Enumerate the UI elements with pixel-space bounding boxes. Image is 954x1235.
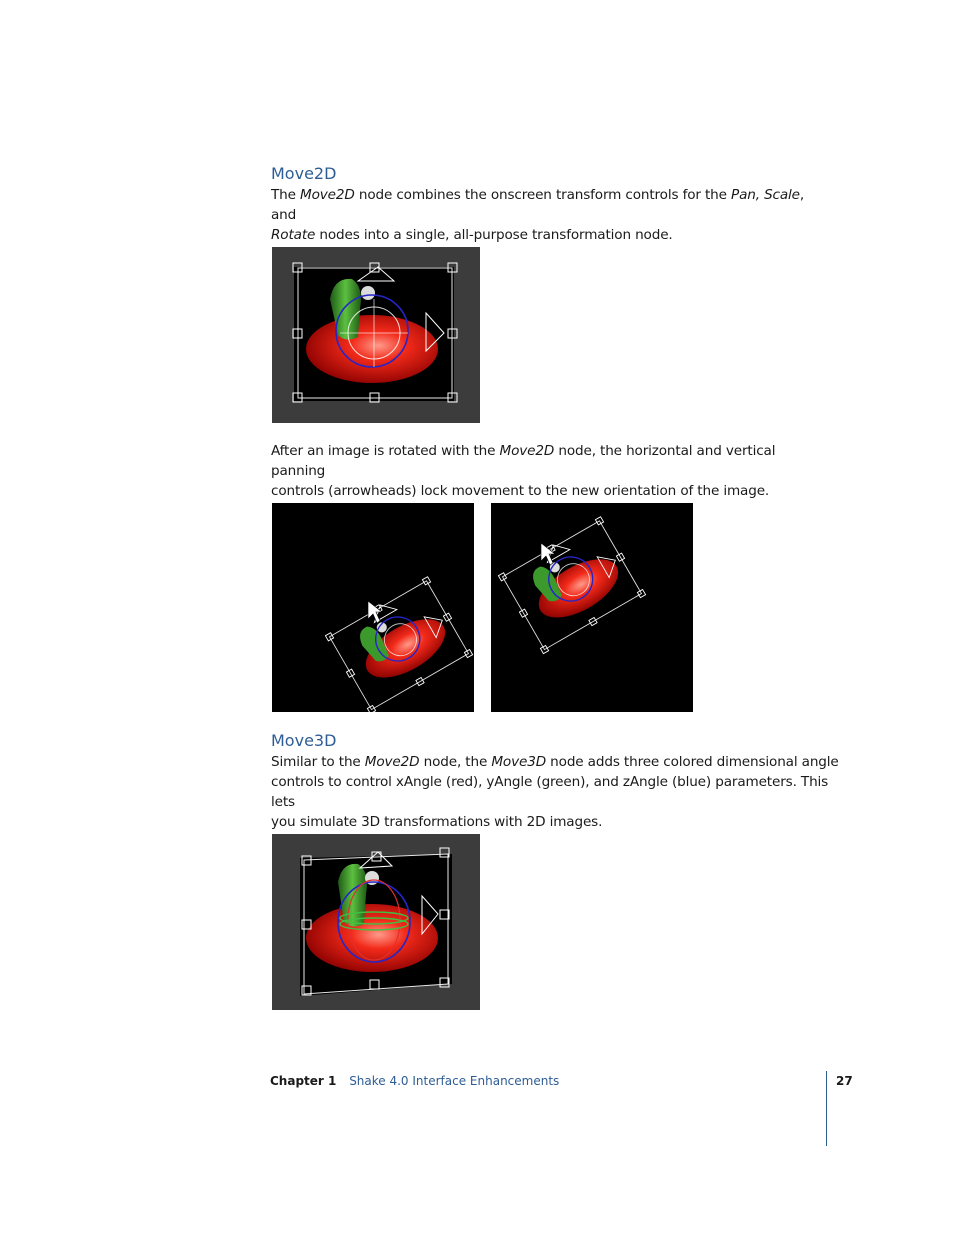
figure-move2d-controls [272,247,480,423]
move3d-paragraph-1: Similar to the Move2D node, the Move3D node adds three colored dimensional angle controls to control xAngle (red), yAngle (green), and zAngle (blue) parameters. This lets you simulate 3D transformations with 2D images. [271,754,839,830]
heading-move3d: Move3D [271,731,337,750]
figure-rotated-left [272,503,474,712]
chapter-label: Chapter 1 [270,1074,337,1088]
heading-move2d: Move2D [271,164,337,183]
figure-move3d-controls [272,834,480,1010]
chapter-title: Shake 4.0 Interface Enhancements [349,1074,560,1088]
move2d-paragraph-2: After an image is rotated with the Move2D node, the horizontal and vertical panning controls (arrowheads) lock movement to the new orientation of the image. [271,443,776,499]
footer-chapter [270,1073,559,1089]
figure-rotated-right [491,503,693,712]
move2d-paragraph-1: The Move2D node combines the onscreen transform controls for the Pan, Scale, and Rotate nodes into a single, all-purpose transformation node. [271,187,805,243]
footer-vertical-rule [826,1071,827,1146]
page-number: 27 [836,1074,853,1088]
